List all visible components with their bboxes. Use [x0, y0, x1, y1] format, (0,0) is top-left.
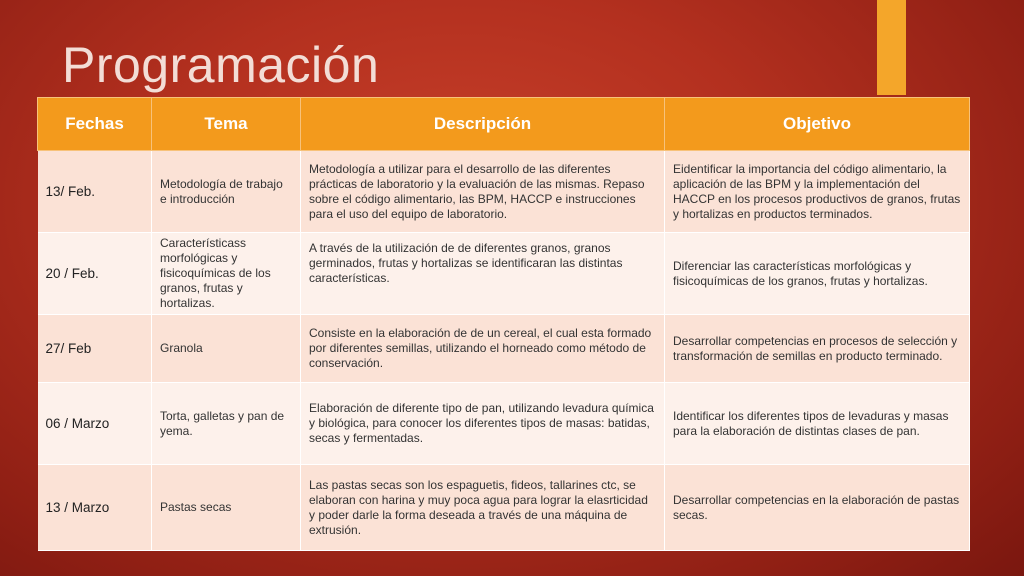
cell-descripcion: Las pastas secas son los espaguetis, fideos, tallarines ctc, se elaboran con harina y muy poca agua para lograr la elasrticidad y poder darle la forma deseada a través de una máquina de extrusión.	[301, 465, 665, 551]
cell-tema: Granola	[152, 315, 301, 383]
cell-tema: Torta, galletas y pan de yema.	[152, 383, 301, 465]
cell-fecha: 20 / Feb.	[38, 233, 152, 315]
cell-fecha: 27/ Feb	[38, 315, 152, 383]
cell-descripcion: Consiste en la elaboración de de un cereal, el cual esta formado por diferentes semillas, utilizando el horneado como método de conservación.	[301, 315, 665, 383]
header-fechas: Fechas	[38, 98, 152, 151]
table-row	[38, 465, 970, 551]
cell-objetivo: Desarrollar competencias en procesos de selección y transformación de semillas en producto terminado.	[665, 315, 970, 383]
cell-tema: Característicass morfológicas y fisicoquímicas de los granos, frutas y hortalizas.	[152, 233, 301, 315]
table-row	[38, 315, 970, 383]
slide-title: Programación	[62, 37, 380, 93]
table-row	[38, 383, 970, 465]
cell-fecha: 13 / Marzo	[38, 465, 152, 551]
cell-descripcion: Elaboración de diferente tipo de pan, utilizando levadura química y biológica, para conocer los diferentes tipos de masas: batidas, secas y fermentadas.	[301, 383, 665, 465]
cell-objetivo: Identificar los diferentes tipos de levaduras y masas para la elaboración de distintas clases de pan.	[665, 383, 970, 465]
cell-descripcion: Metodología a utilizar para el desarrollo de las diferentes prácticas de laboratorio y la evaluación de las mismas. Repaso sobre el código alimentario, las BPM, HACCP e instrucciones para el uso del equipo de laboratorio.	[301, 151, 665, 233]
cell-objetivo: Diferenciar las características morfológicas y fisicoquímicas de los granos, frutas y hortalizas.	[665, 233, 970, 315]
accent-bar	[877, 0, 906, 95]
cell-fecha: 13/ Feb.	[38, 151, 152, 233]
table-row	[38, 233, 970, 315]
table-header-row	[38, 98, 970, 151]
schedule-table	[37, 97, 970, 551]
header-descripcion: Descripción	[301, 98, 665, 151]
cell-tema: Metodología de trabajo e introducción	[152, 151, 301, 233]
table-row	[38, 151, 970, 233]
header-tema: Tema	[152, 98, 301, 151]
cell-tema: Pastas secas	[152, 465, 301, 551]
cell-objetivo: Eidentificar la importancia del código alimentario, la aplicación de las BPM y la implementación del HACCP en los procesos productivos de granos, frutas y hortalizas en productos terminados.	[665, 151, 970, 233]
cell-objetivo: Desarrollar competencias en la elaboración de pastas secas.	[665, 465, 970, 551]
cell-fecha: 06 / Marzo	[38, 383, 152, 465]
cell-descripcion: A través de la utilización de de diferentes granos, granos germinados, frutas y hortalizas se identificaran las distintas características.	[301, 233, 665, 315]
header-objetivo: Objetivo	[665, 98, 970, 151]
